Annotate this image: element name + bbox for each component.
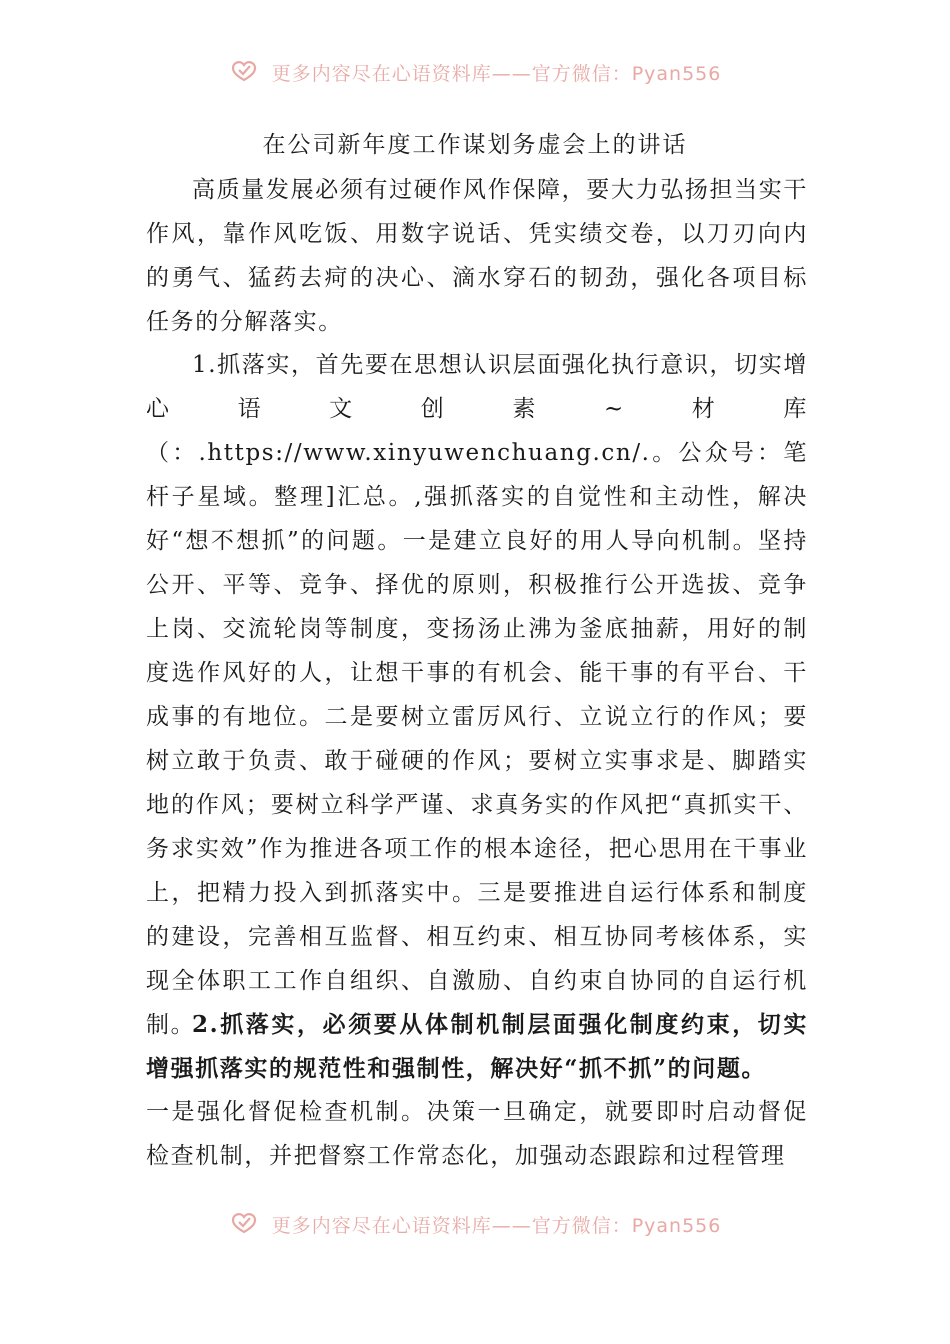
paragraph-section-2-body: 一是强化督促检查机制。决策一旦确定，就要即时启动督促检查机制，并把督察工作常态化，加强动态跟踪和过程管理 [146, 1099, 808, 1169]
watermark-logo-icon [229, 58, 259, 87]
header-watermark [0, 58, 950, 87]
document-title: 在公司新年度工作谋划务虚会上的讲话 [262, 132, 688, 158]
footer-watermark [0, 1210, 950, 1239]
paragraph-section-1: 1.抓落实，首先要在思想认识层面强化执行意识，切实增心语文创素~材库（：.https://www.xinyuwenchuang.cn/.。公众号：笔杆子星域。整理]汇总。,强抓落实的自觉性和主动性，解决好“想不想抓”的问题。一是建立良好的用人导向机制。坚持公开、平等、竞争、择优的原则，积极推行公开选拔、竞争上岗、交流轮岗等制度，变扬汤止沸为釜底抽薪，用好的制度选作风好的人，让想干事的有机会、能干事的有平台、干成事的有地位。二是要树立雷厉风行、立说立行的作风；要树立敢于负责、敢于碰硬的作风；要树立实事求是、脚踏实地的作风；要树立科学严谨、求真务实的作风把“真抓实干、务求实效”作为推进各项工作的根本途径，把心思用在干事业上，把精力投入到抓落实中。三是要推进自运行体系和制度的建设，完善相互监督、相互约束、相互协同考核体系，实现全体职工工作自组织、自激励、自约束自协同的自运行机制。 [146, 352, 808, 1038]
watermark-logo-icon [229, 1210, 259, 1239]
paragraph-section-2-heading: 2.抓落实，必须要从体制机制层面强化制度约束，切实增强抓落实的规范性和强制性，解决好“抓不抓”的问题。 [146, 1011, 808, 1082]
watermark-text: 更多内容尽在心语资料库——官方微信：Pyan556 [271, 63, 722, 85]
paragraph-intro: 高质量发展必须有过硬作风作保障，要大力弘扬担当实干作风，靠作风吃饭、用数字说话、凭实绩交卷，以刀刃向内的勇气、猛药去疴的决心、滴水穿石的韧劲，强化各项目标任务的分解落实。 [146, 177, 808, 335]
watermark-text: 更多内容尽在心语资料库——官方微信：Pyan556 [271, 1215, 722, 1237]
